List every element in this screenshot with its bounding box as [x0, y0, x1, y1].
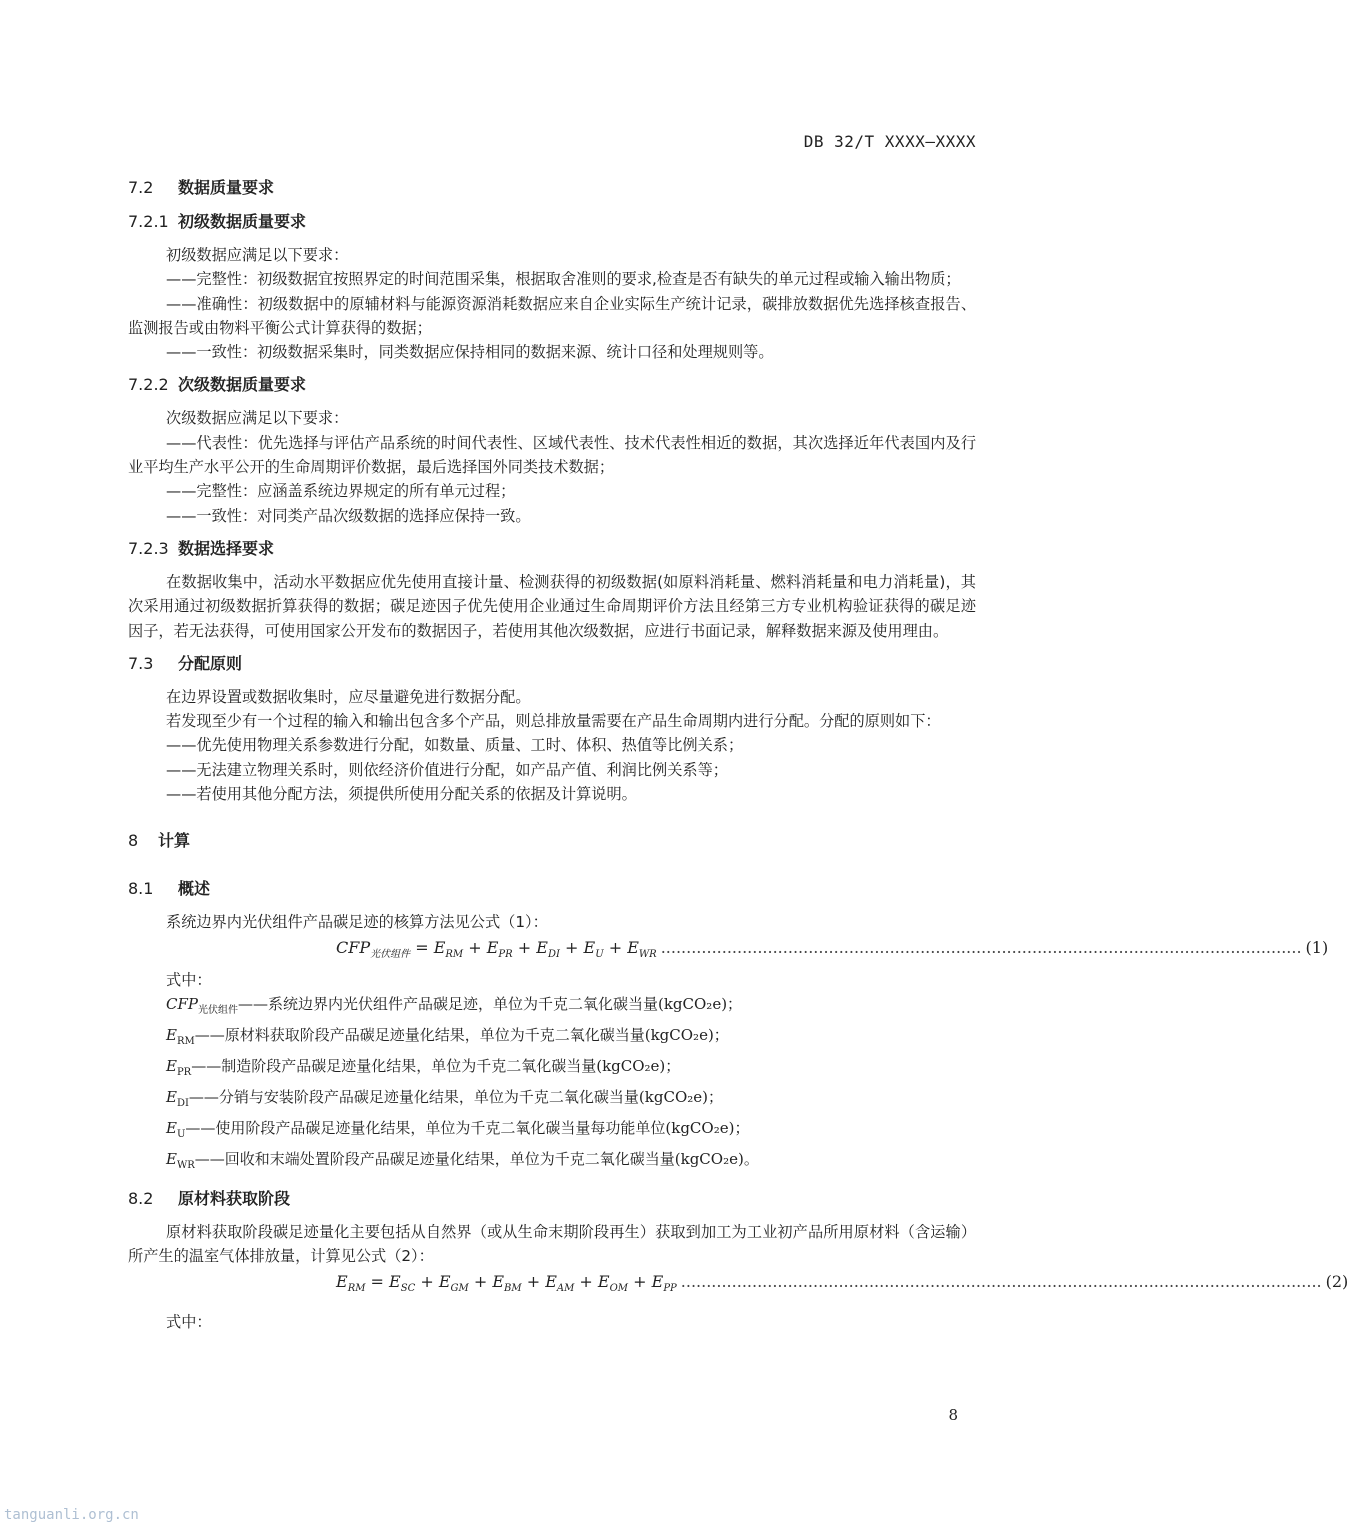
- page-content: [128, 175, 1348, 1334]
- leader-dots: ..............................................................................................................................: [660, 937, 1302, 957]
- section-title: 数据质量要求: [178, 178, 275, 197]
- formula-2: [128, 1269, 1348, 1302]
- paragraph: ——无法建立物理关系时，则依经济价值进行分配，如产品产值、利润比例关系等；: [166, 760, 728, 779]
- chapter-title: 计算: [158, 831, 191, 851]
- page-number: 8: [948, 1406, 958, 1424]
- definition-text: ——制造阶段产品碳足迹量化结果，单位为千克二氧化碳当量(kgCO₂e)；: [191, 1057, 681, 1076]
- paragraph: ——一致性：对同类产品次级数据的选择应保持一致。: [166, 506, 531, 525]
- symbol-subscript: RM: [176, 1036, 195, 1048]
- formula-expression: $E_{RM} = E_{SC} + E_{GM} + E_{BM} + E_{AM} + E_{OM} + E_{PP}$: [336, 1271, 677, 1294]
- section-7-2-1-heading: [128, 209, 976, 235]
- symbol-definition: [166, 1116, 976, 1147]
- section-title: 分配原则: [178, 653, 243, 673]
- paragraph: ——代表性：优先选择与评估产品系统的时间代表性、区域代表性、技术代表性相近的数据，其次选择近年代表国内及行业平均生产水平公开的生命周期评价数据，最后选择国外同类技术数据；: [128, 433, 976, 477]
- section-title: 初级数据质量要求: [178, 212, 307, 231]
- formula-expression: $CFP_{光伏组件} = E_{RM} + E_{PR} + E_{DI} + E_U + E_{WR}$: [336, 937, 657, 960]
- section-number: 8.1: [128, 879, 154, 899]
- leader-dots: ..............................................................................................................................: [680, 1271, 1322, 1291]
- paragraph: ——若使用其他分配方法，须提供所使用分配关系的依据及计算说明。: [166, 785, 637, 804]
- paragraph: 原材料获取阶段碳足迹量化主要包括从自然界（或从生命末期阶段再生）获取到加工为工业初产品所用原材料（含运输）所产生的温室气体排放量，计算见公式（2）：: [128, 1223, 976, 1266]
- paragraph: ——优先使用物理关系参数进行分配，如数量、质量、工时、体积、热值等比例关系；: [166, 736, 744, 755]
- paragraph: 次级数据应满足以下要求：: [166, 409, 349, 428]
- symbol-definition: [166, 1054, 976, 1085]
- symbol: E: [166, 1057, 177, 1076]
- definition-text: ——回收和末端处置阶段产品碳足迹量化结果，单位为千克二氧化碳当量(kgCO₂e)。: [194, 1150, 759, 1169]
- section-7-2-2-heading: [128, 372, 976, 398]
- symbol-subscript: U: [176, 1129, 186, 1141]
- section-7-2-3-heading: [128, 536, 976, 562]
- section-7-2-heading: [128, 175, 976, 201]
- symbol-definition: [166, 1147, 976, 1178]
- symbol-subscript: 光伏组件: [197, 1005, 238, 1017]
- symbol-subscript: PR: [176, 1067, 192, 1079]
- paragraph: ——一致性：初级数据采集时，同类数据应保持相同的数据来源、统计口径和处理规则等。: [166, 343, 774, 362]
- section-number: 8.2: [128, 1189, 154, 1209]
- symbol-definitions: [128, 992, 976, 1178]
- paragraph: ——完整性：应涵盖系统边界规定的所有单元过程；: [166, 482, 516, 501]
- paragraph: 系统边界内光伏组件产品碳足迹的核算方法见公式（1）：: [166, 913, 548, 932]
- paragraph: 在数据收集中，活动水平数据应优先使用直接计量、检测获得的初级数据(如原料消耗量、燃料消耗量和电力消耗量)，其次采用通过初级数据折算获得的数据；碳足迹因子优先使用企业通过生命周期评价方法且经第三方专业机构验证获得的碳足迹因子，若无法获得，可使用国家公开发布的数据因子，若使用其他次级数据，应进行书面记录，解释数据来源及使用理由。: [128, 572, 976, 640]
- paragraph: ——完整性：初级数据宜按照界定的时间范围采集，根据取舍准则的要求,检查是否有缺失的单元过程或输入输出物质；: [166, 270, 961, 289]
- section-title: 原材料获取阶段: [178, 1189, 291, 1209]
- equation-number: (2): [1325, 1271, 1348, 1291]
- paragraph: ——准确性：初级数据中的原辅材料与能源资源消耗数据应来自企业实际生产统计记录，碳排放数据优先选择核查报告、监测报告或由物料平衡公式计算获得的数据；: [128, 294, 976, 337]
- definition-text: ——分销与安装阶段产品碳足迹量化结果，单位为千克二氧化碳当量(kgCO₂e)；: [188, 1088, 723, 1107]
- symbol-subscript: DI: [176, 1098, 189, 1110]
- symbol-definition: [166, 1023, 976, 1054]
- section-7-3-heading: [128, 651, 976, 677]
- chapter-number: 8: [128, 831, 139, 851]
- definition-text: ——系统边界内光伏组件产品碳足迹，单位为千克二氧化碳当量(kgCO₂e)；: [237, 995, 743, 1014]
- symbol: E: [166, 1119, 177, 1138]
- standard-code-header: DB 32/T XXXX—XXXX: [803, 132, 976, 151]
- symbol-definition: [166, 1085, 976, 1116]
- watermark: tanguanli.org.cn: [4, 1507, 139, 1523]
- paragraph: 初级数据应满足以下要求：: [166, 246, 349, 264]
- where-label: 式中：: [166, 970, 212, 989]
- section-title: 概述: [178, 879, 211, 899]
- definition-text: ——使用阶段产品碳足迹量化结果，单位为千克二氧化碳当量每功能单位(kgCO₂e)；: [185, 1119, 750, 1138]
- section-number: 7.2: [128, 178, 154, 197]
- symbol-definition: [166, 992, 976, 1023]
- section-number: 7.2.3: [128, 538, 169, 558]
- definition-text: ——原材料获取阶段产品碳足迹量化结果，单位为千克二氧化碳当量(kgCO₂e)；: [194, 1026, 729, 1045]
- section-number: 7.2.2: [128, 375, 169, 395]
- section-title: 数据选择要求: [178, 538, 275, 558]
- section-number: 7.2.1: [128, 212, 169, 231]
- symbol: E: [166, 1026, 177, 1045]
- chapter-8-heading: [128, 828, 976, 854]
- symbol: CFP: [166, 995, 198, 1014]
- paragraph: 若发现至少有一个过程的输入和输出包含多个产品，则总排放量需要在产品生命周期内进行分配。分配的原则如下：: [166, 712, 941, 731]
- formula-1: [128, 935, 1329, 968]
- paragraph: 在边界设置或数据收集时，应尽量避免进行数据分配。: [166, 687, 531, 706]
- section-title: 次级数据质量要求: [178, 375, 307, 395]
- section-8-1-heading: [128, 876, 976, 902]
- equation-number: (1): [1305, 937, 1329, 957]
- symbol-subscript: WR: [176, 1160, 195, 1172]
- section-8-2-heading: [128, 1186, 976, 1212]
- symbol: E: [166, 1150, 177, 1169]
- symbol: E: [166, 1088, 177, 1107]
- section-number: 7.3: [128, 653, 154, 673]
- where-label: 式中：: [166, 1312, 212, 1331]
